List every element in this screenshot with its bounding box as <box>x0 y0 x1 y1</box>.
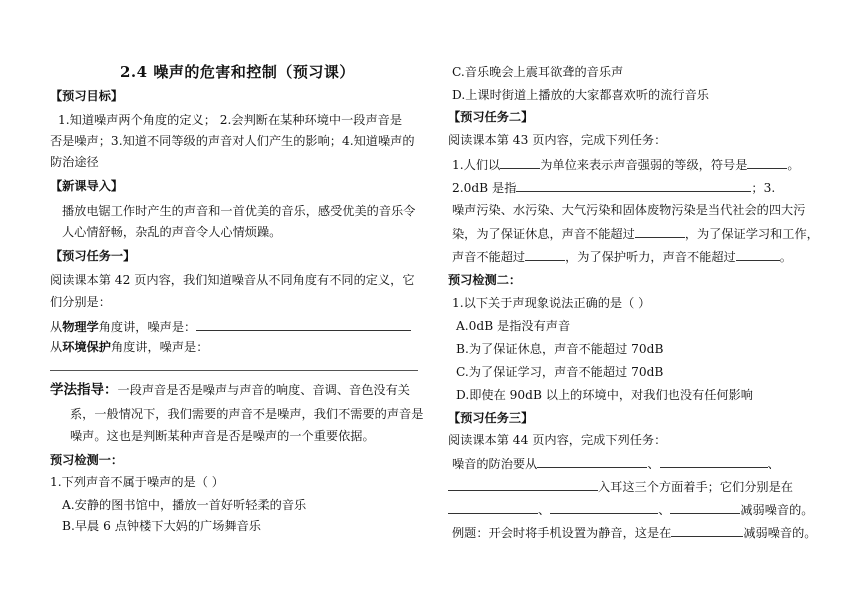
task2-line-1: 阅读课本第 43 页内容，完成下列任务： <box>448 133 667 147</box>
check2-option-a[interactable]: A.0dB 是指没有声音 <box>456 319 571 333</box>
intro-line-2: 人心情舒畅，杂乱的声音令人心情烦躁。 <box>62 225 282 239</box>
check1-option-d[interactable]: D.上课时街道上播放的大家都喜欢听的流行音乐 <box>452 88 709 102</box>
unit-blank[interactable] <box>500 156 540 169</box>
task2-heading: 【预习任务二】 <box>448 110 534 124</box>
goals-line-3: 防治途径 <box>50 155 99 169</box>
check1-option-b[interactable]: B.早晨 6 点钟楼下大妈的广场舞音乐 <box>62 519 261 533</box>
rest-limit-blank[interactable] <box>635 225 685 238</box>
hearing-limit-blank[interactable] <box>736 248 780 261</box>
task3-heading: 【预习任务三】 <box>448 411 534 425</box>
check1-heading: 预习检测一： <box>50 453 124 467</box>
symbol-blank[interactable] <box>747 156 787 169</box>
method-blank-1[interactable] <box>448 501 538 514</box>
check2-option-b[interactable]: B.为了保证休息，声音不能超过 70dB <box>456 342 664 356</box>
method-blank-3[interactable] <box>670 501 740 514</box>
check2-question: 1.以下关于声现象说法正确的是（ ） <box>452 296 651 310</box>
physics-definition: 从物理学角度讲，噪声是： <box>50 318 411 335</box>
task2-line-5: 染，为了保证休息，声音不能超过 ，为了保证学习和工作， <box>452 227 819 241</box>
example-blank[interactable] <box>671 524 743 537</box>
task2-line-4: 噪声污染、水污染、大气污染和固体废物污染是当代社会的四大污 <box>452 203 806 217</box>
task2-line-6: 声音不能超过 ，为了保护听力，声音不能超过 。 <box>452 250 792 264</box>
guide-line-2: 系，一般情况下，我们需要的声音不是噪声，我们不需要的声音是 <box>70 407 424 421</box>
prevention-blank-3[interactable] <box>448 478 598 491</box>
environment-answer-line[interactable] <box>50 370 418 371</box>
prevention-blank-2[interactable] <box>660 455 768 468</box>
goals-heading: 【预习目标】 <box>50 89 124 103</box>
check1-question: 1.下列声音不属于噪声的是（ ） <box>50 475 224 489</box>
check1-option-a[interactable]: A.安静的图书馆中，播放一首好听轻柔的音乐 <box>62 498 307 512</box>
prevention-blank-1[interactable] <box>537 455 647 468</box>
guide-heading: 学法指导： <box>50 382 118 398</box>
task3-line-3: 入耳这三个方面着手；它们分别是在 <box>448 478 793 495</box>
guide-line-1: 学法指导：一段声音是否是噪声与声音的响度、音调、音色没有关 <box>50 382 410 398</box>
intro-line-1: 播放电锯工作时产生的声音和一首优美的音乐，感受优美的音乐令 <box>62 204 416 218</box>
task2-q1: 1.人们以 为单位来表示声音强弱的等级，符号是 。 <box>452 158 800 172</box>
task1-line-2: 们分别是： <box>50 295 111 309</box>
guide-line-3: 噪声。这也是判断某种声音是否是噪声的一个重要依据。 <box>70 429 375 443</box>
intro-heading: 【新课导入】 <box>50 179 124 193</box>
task2-q2: 2.0dB 是指 ；3. <box>452 181 776 195</box>
task1-heading: 【预习任务一】 <box>50 249 136 263</box>
task3-line-1: 阅读课本第 44 页内容，完成下列任务： <box>448 433 667 447</box>
check2-option-c[interactable]: C.为了保证学习，声音不能超过 70dB <box>456 365 664 379</box>
goals-line-2: 否是噪声；3.知道不同等级的声音对人们产生的影响；4.知道噪声的 <box>50 134 415 148</box>
task1-line-1: 阅读课本第 42 页内容，我们知道噪音从不同角度有不同的定义，它 <box>50 273 415 287</box>
check2-heading: 预习检测二： <box>448 273 522 287</box>
task3-line-2: 噪音的防治要从 、 、 <box>452 457 780 471</box>
check2-option-d[interactable]: D.即使在 90dB 以上的环境中，对我们也没有任何影响 <box>456 388 753 402</box>
study-limit-blank[interactable] <box>525 248 565 261</box>
page-title: 2.4 噪声的危害和控制（预习课） <box>120 63 355 81</box>
physics-answer-blank[interactable] <box>196 318 411 331</box>
environment-definition: 从环境保护角度讲，噪声是： <box>50 340 209 354</box>
goals-line-1: 1.知道噪声两个角度的定义； 2.会判断在某种环境中一段声音是 <box>58 113 403 127</box>
zero-db-blank[interactable] <box>516 179 751 192</box>
method-blank-2[interactable] <box>550 501 658 514</box>
task3-line-4: 、 、 减弱噪音的。 <box>448 501 814 518</box>
check1-option-c[interactable]: C.音乐晚会上震耳欲聋的音乐声 <box>452 65 624 79</box>
task3-example: 例题：开会时将手机设置为静音，这是在 减弱噪音的。 <box>452 526 817 540</box>
